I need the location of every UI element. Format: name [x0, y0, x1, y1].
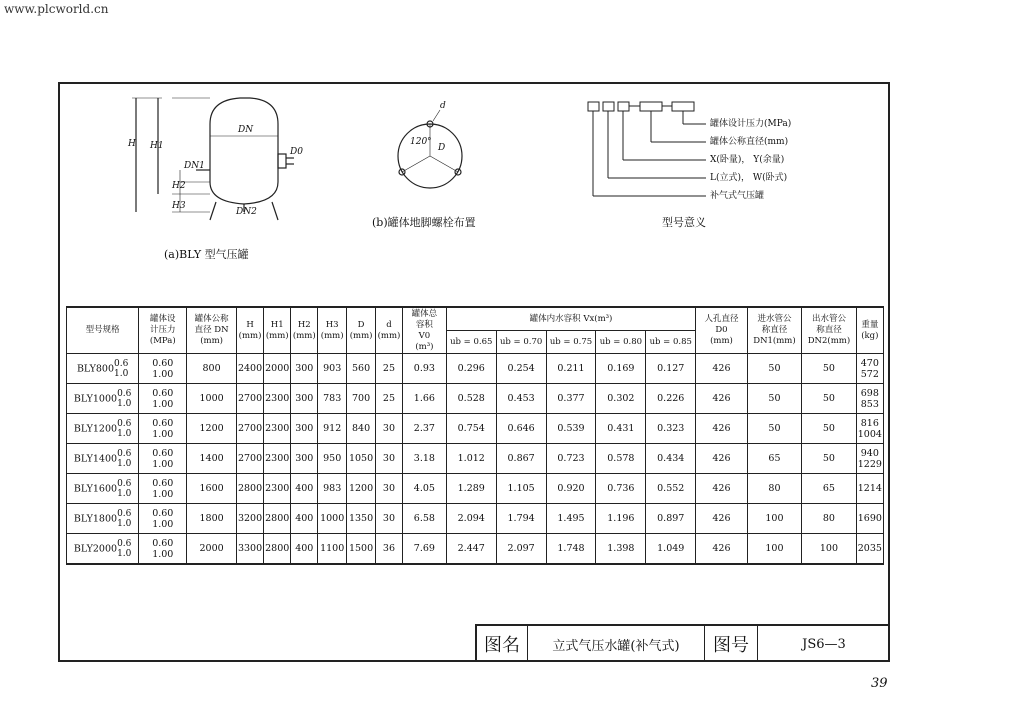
model-cell: [67, 414, 139, 444]
vx-cell: 0.453: [496, 384, 546, 414]
D-cell: 840: [347, 414, 376, 444]
vx-cell: 0.736: [596, 474, 646, 504]
outlet-cell: 50: [802, 414, 856, 444]
vx-cell: 2.097: [496, 534, 546, 565]
weight-value: 698: [860, 387, 879, 399]
title-block: [475, 624, 890, 662]
weight-cell: [856, 504, 883, 534]
header-line: D0: [715, 325, 728, 335]
header-line: 罐体总: [411, 308, 438, 319]
dim-H1-label: H1: [150, 141, 164, 151]
model-pressure-hi: 0.6: [117, 478, 132, 489]
vx-cell: 0.754: [446, 414, 496, 444]
anchor-bolt-layout-figure: [398, 110, 462, 188]
table-row: [67, 444, 884, 474]
outlet-cell: 100: [802, 534, 856, 565]
table-row: [67, 354, 884, 384]
designation-xy-label: X(卧量)， Y(余量): [710, 155, 785, 165]
D-cell: 1500: [347, 534, 376, 565]
H-cell: 2700: [236, 384, 263, 414]
vx-cell: 1.794: [496, 504, 546, 534]
d-cell: 30: [376, 504, 403, 534]
header-line: 人孔直径: [704, 314, 739, 324]
model-pressure-lo: 1.0: [117, 488, 132, 499]
dn-cell: 1000: [187, 384, 237, 414]
header-line: 称直径: [761, 325, 788, 335]
outlet-cell: 65: [802, 474, 856, 504]
vx-cell: 0.323: [646, 414, 696, 444]
H2-cell: 300: [291, 354, 318, 384]
header-line: 罐体公称: [194, 314, 229, 324]
H2-cell: 400: [291, 504, 318, 534]
header-line: (mm): [292, 330, 316, 341]
H3-cell: 950: [318, 444, 347, 474]
col-H: [236, 307, 263, 354]
H-cell: 2400: [236, 354, 263, 384]
dim-H-label: H: [128, 139, 136, 149]
outlet-cell: 50: [802, 444, 856, 474]
vx-cell: 0.211: [546, 354, 596, 384]
H1-cell: 2300: [264, 384, 291, 414]
header-line: DN1(mm): [753, 336, 796, 346]
model-cell: [67, 384, 139, 414]
model-name: BLY2000: [73, 543, 118, 554]
H3-cell: 783: [318, 384, 347, 414]
title-number-label: 图号: [705, 626, 758, 662]
header-line: (mm): [349, 330, 373, 341]
H2-cell: 400: [291, 474, 318, 504]
model-name: BLY800: [76, 363, 115, 374]
col-H3: [318, 307, 347, 354]
pressure-cell: [139, 384, 187, 414]
manhole-cell: 426: [696, 444, 748, 474]
D-cell: 1050: [347, 444, 376, 474]
col-dn: [187, 307, 237, 354]
outlet-cell: 50: [802, 354, 856, 384]
pressure-cell: [139, 414, 187, 444]
model-pressure-options: [117, 389, 131, 409]
vx-cell: 0.897: [646, 504, 696, 534]
manhole-cell: 426: [696, 534, 748, 565]
H-cell: 3300: [236, 534, 263, 565]
header-line: (mm): [710, 336, 733, 346]
model-pressure-lo: 1.0: [117, 548, 132, 559]
vx-cell: 1.105: [496, 474, 546, 504]
vx-cell: 1.748: [546, 534, 596, 565]
outlet-cell: 50: [802, 384, 856, 414]
manhole-cell: 426: [696, 474, 748, 504]
v0-cell: 2.37: [402, 414, 446, 444]
table-row: [67, 474, 884, 504]
H-cell: 2800: [236, 474, 263, 504]
pressure-value: 1.00: [152, 398, 174, 410]
inlet-cell: 50: [747, 414, 801, 444]
pressure-value: 0.60: [152, 537, 174, 549]
d-cell: 36: [376, 534, 403, 565]
H2-cell: 300: [291, 414, 318, 444]
H-cell: 2700: [236, 414, 263, 444]
header-line: d: [386, 319, 392, 330]
header-line: (m³): [415, 341, 434, 352]
col-d: [376, 307, 403, 354]
pressure-cell: [139, 534, 187, 565]
col-H2: [291, 307, 318, 354]
header-line: (mm): [238, 330, 262, 341]
model-pressure-options: [117, 479, 131, 499]
model-name: BLY1000: [73, 393, 118, 404]
model-designation-figure: [588, 102, 706, 196]
manhole-cell: 426: [696, 504, 748, 534]
weight-value: 853: [860, 398, 879, 410]
weight-value: 572: [860, 368, 879, 380]
weight-value: 940: [860, 447, 879, 459]
header-line: H3: [325, 319, 339, 330]
header-line: H1: [270, 319, 284, 330]
col-pressure: [139, 307, 187, 354]
bolt-angle-label: 120°: [410, 137, 432, 147]
pressure-value: 1.00: [152, 518, 174, 530]
v0-cell: 4.05: [402, 474, 446, 504]
H1-cell: 2300: [264, 444, 291, 474]
H1-cell: 2000: [264, 354, 291, 384]
header-line: 重量: [861, 319, 879, 330]
weight-value: 470: [860, 357, 879, 369]
header-line: 称直径: [816, 325, 842, 335]
header-line: (mm): [200, 336, 223, 346]
bolt-D-label: D: [438, 143, 446, 153]
designation-diameter-label: 罐体公称直径(mm): [710, 137, 789, 147]
model-cell: [67, 444, 139, 474]
model-pressure-lo: 1.0: [117, 518, 132, 529]
inlet-cell: 100: [747, 534, 801, 565]
vx-cell: 1.196: [596, 504, 646, 534]
vx-cell: 0.302: [596, 384, 646, 414]
H-cell: 2700: [236, 444, 263, 474]
vx-cell: 0.377: [546, 384, 596, 414]
v0-cell: 6.58: [402, 504, 446, 534]
pressure-value: 0.60: [152, 357, 174, 369]
header-line: (kg): [861, 330, 879, 341]
page-number: 39: [871, 676, 888, 691]
weight-cell: [856, 354, 883, 384]
H2-cell: 300: [291, 444, 318, 474]
vx-cell: 0.434: [646, 444, 696, 474]
vx-cell: 1.495: [546, 504, 596, 534]
H2-cell: 300: [291, 384, 318, 414]
dn-cell: 1600: [187, 474, 237, 504]
col-vx-ub: ub = 0.80: [596, 331, 646, 354]
table-row: [67, 414, 884, 444]
table-row: [67, 504, 884, 534]
header-line: V0: [418, 330, 431, 341]
vx-cell: 0.920: [546, 474, 596, 504]
col-vx-group: 罐体内水容积 Vx(m³): [446, 307, 695, 331]
v0-cell: 7.69: [402, 534, 446, 565]
v0-cell: 3.18: [402, 444, 446, 474]
header-line: D: [357, 319, 365, 330]
header-line: (MPa): [149, 336, 176, 346]
pressure-value: 1.00: [152, 458, 174, 470]
weight-value: 1229: [857, 458, 882, 470]
dim-DN2-label: DN2: [236, 207, 257, 217]
v0-cell: 0.93: [402, 354, 446, 384]
model-pressure-hi: 0.6: [117, 508, 132, 519]
figure-c-caption: 型号意义: [662, 216, 706, 229]
model-pressure-hi: 0.6: [117, 388, 132, 399]
model-pressure-lo: 1.0: [114, 368, 129, 379]
header-line: 直径 DN: [194, 325, 229, 335]
vx-cell: 1.012: [446, 444, 496, 474]
header-line: 容积: [415, 319, 433, 330]
model-pressure-hi: 0.6: [117, 418, 132, 429]
dim-DN-label: DN: [238, 125, 254, 135]
col-H1: [264, 307, 291, 354]
vx-cell: 0.867: [496, 444, 546, 474]
weight-cell: [856, 534, 883, 565]
vx-cell: 0.578: [596, 444, 646, 474]
col-v0: [402, 307, 446, 354]
outlet-cell: 80: [802, 504, 856, 534]
dim-D0-label: D0: [290, 147, 303, 157]
H3-cell: 1000: [318, 504, 347, 534]
vx-cell: 0.539: [546, 414, 596, 444]
pressure-cell: [139, 444, 187, 474]
vx-cell: 2.094: [446, 504, 496, 534]
d-cell: 30: [376, 474, 403, 504]
inlet-cell: 80: [747, 474, 801, 504]
vx-cell: 1.398: [596, 534, 646, 565]
pressure-value: 0.60: [152, 477, 174, 489]
figure-b-caption: (b)罐体地脚螺栓布置: [372, 216, 476, 229]
weight-value: 2035: [857, 543, 882, 554]
designation-pressure-label: 罐体设计压力(MPa): [710, 119, 792, 129]
model-pressure-lo: 1.0: [117, 398, 132, 409]
model-name: BLY1200: [73, 423, 118, 434]
pressure-value: 0.60: [152, 507, 174, 519]
D-cell: 1350: [347, 504, 376, 534]
H-cell: 3200: [236, 504, 263, 534]
dim-DN1-label: DN1: [184, 161, 205, 171]
d-cell: 30: [376, 414, 403, 444]
H1-cell: 2300: [264, 414, 291, 444]
vx-cell: 0.646: [496, 414, 546, 444]
weight-value: 1690: [857, 513, 882, 524]
weight-value: 1004: [857, 428, 882, 440]
v0-cell: 1.66: [402, 384, 446, 414]
model-pressure-hi: 0.6: [114, 358, 129, 369]
vessel-elevation-figure: [132, 98, 294, 220]
dim-H3-label: H3: [172, 201, 186, 211]
spec-table: [66, 306, 884, 565]
dn-cell: 800: [187, 354, 237, 384]
pressure-value: 1.00: [152, 488, 174, 500]
H1-cell: 2800: [264, 504, 291, 534]
col-manhole: [696, 307, 748, 354]
weight-cell: [856, 414, 883, 444]
col-weight: [856, 307, 883, 354]
model-pressure-hi: 0.6: [117, 538, 132, 549]
col-vx-ub: ub = 0.75: [546, 331, 596, 354]
pressure-cell: [139, 354, 187, 384]
vx-cell: 0.431: [596, 414, 646, 444]
dn-cell: 1200: [187, 414, 237, 444]
vx-cell: 2.447: [446, 534, 496, 565]
designation-type-label: 补气式气压罐: [710, 191, 765, 201]
model-pressure-options: [114, 359, 128, 379]
header-line: 罐体设: [150, 314, 176, 324]
model-pressure-hi: 0.6: [117, 448, 132, 459]
H3-cell: 1100: [318, 534, 347, 565]
inlet-cell: 50: [747, 384, 801, 414]
pressure-value: 0.60: [152, 447, 174, 459]
weight-value: 816: [860, 417, 879, 429]
header-line: (mm): [320, 330, 344, 341]
drawing-frame: [58, 82, 890, 662]
vx-cell: 0.127: [646, 354, 696, 384]
manhole-cell: 426: [696, 384, 748, 414]
H2-cell: 400: [291, 534, 318, 565]
D-cell: 1200: [347, 474, 376, 504]
manhole-cell: 426: [696, 414, 748, 444]
vx-cell: 0.254: [496, 354, 546, 384]
H3-cell: 903: [318, 354, 347, 384]
header-line: 计压力: [150, 325, 176, 335]
model-cell: [67, 504, 139, 534]
vx-cell: 0.226: [646, 384, 696, 414]
table-row: [67, 534, 884, 565]
model-name: BLY1800: [73, 513, 118, 524]
model-pressure-options: [117, 539, 131, 559]
H3-cell: 983: [318, 474, 347, 504]
dn-cell: 1400: [187, 444, 237, 474]
title-name-label: 图名: [477, 626, 528, 662]
dn-cell: 1800: [187, 504, 237, 534]
bolt-d-label: d: [440, 101, 446, 111]
col-vx-ub: ub = 0.85: [646, 331, 696, 354]
vx-cell: 0.723: [546, 444, 596, 474]
vx-cell: 1.049: [646, 534, 696, 565]
figure-a-caption: (a)BLY 型气压罐: [164, 248, 249, 261]
H1-cell: 2300: [264, 474, 291, 504]
table-row: [67, 384, 884, 414]
header-line: (mm): [377, 330, 401, 341]
model-pressure-options: [117, 509, 131, 529]
pressure-value: 0.60: [152, 417, 174, 429]
header-line: 出水管公: [811, 314, 846, 324]
vx-cell: 0.296: [446, 354, 496, 384]
col-outlet: [802, 307, 856, 354]
model-cell: [67, 534, 139, 565]
d-cell: 25: [376, 354, 403, 384]
model-pressure-lo: 1.0: [117, 428, 132, 439]
model-pressure-options: [117, 449, 131, 469]
drawing-title: 立式气压水罐(补气式): [528, 626, 705, 662]
inlet-cell: 50: [747, 354, 801, 384]
designation-lw-label: L(立式)， W(卧式): [710, 173, 788, 183]
header-line: 进水管公: [757, 314, 792, 324]
D-cell: 560: [347, 354, 376, 384]
weight-cell: [856, 474, 883, 504]
dn-cell: 2000: [187, 534, 237, 565]
d-cell: 30: [376, 444, 403, 474]
pressure-cell: [139, 474, 187, 504]
H1-cell: 2800: [264, 534, 291, 565]
vx-cell: 0.552: [646, 474, 696, 504]
model-name: BLY1400: [73, 453, 118, 464]
weight-value: 1214: [857, 483, 882, 494]
header-line: (mm): [265, 330, 289, 341]
col-vx-ub: ub = 0.70: [496, 331, 546, 354]
inlet-cell: 100: [747, 504, 801, 534]
model-pressure-options: [117, 419, 131, 439]
header-line: H: [246, 319, 254, 330]
dim-H2-label: H2: [172, 181, 186, 191]
col-D: [347, 307, 376, 354]
inlet-cell: 65: [747, 444, 801, 474]
weight-cell: [856, 444, 883, 474]
pressure-value: 1.00: [152, 548, 174, 560]
drawing-number: JS6—3: [802, 636, 846, 652]
model-name: BLY1600: [73, 483, 118, 494]
watermark: www.plcworld.cn: [4, 2, 109, 16]
manhole-cell: 426: [696, 354, 748, 384]
D-cell: 700: [347, 384, 376, 414]
model-cell: [67, 354, 139, 384]
header-line: DN2(mm): [807, 336, 851, 346]
model-pressure-lo: 1.0: [117, 458, 132, 469]
pressure-cell: [139, 504, 187, 534]
weight-cell: [856, 384, 883, 414]
H3-cell: 912: [318, 414, 347, 444]
d-cell: 25: [376, 384, 403, 414]
col-vx-ub: ub = 0.65: [446, 331, 496, 354]
col-model: 型号规格: [67, 307, 139, 354]
col-inlet: [747, 307, 801, 354]
vx-cell: 0.169: [596, 354, 646, 384]
pressure-value: 0.60: [152, 387, 174, 399]
pressure-value: 1.00: [152, 428, 174, 440]
vx-cell: 0.528: [446, 384, 496, 414]
model-cell: [67, 474, 139, 504]
pressure-value: 1.00: [152, 368, 174, 380]
header-line: H2: [297, 319, 311, 330]
vx-cell: 1.289: [446, 474, 496, 504]
